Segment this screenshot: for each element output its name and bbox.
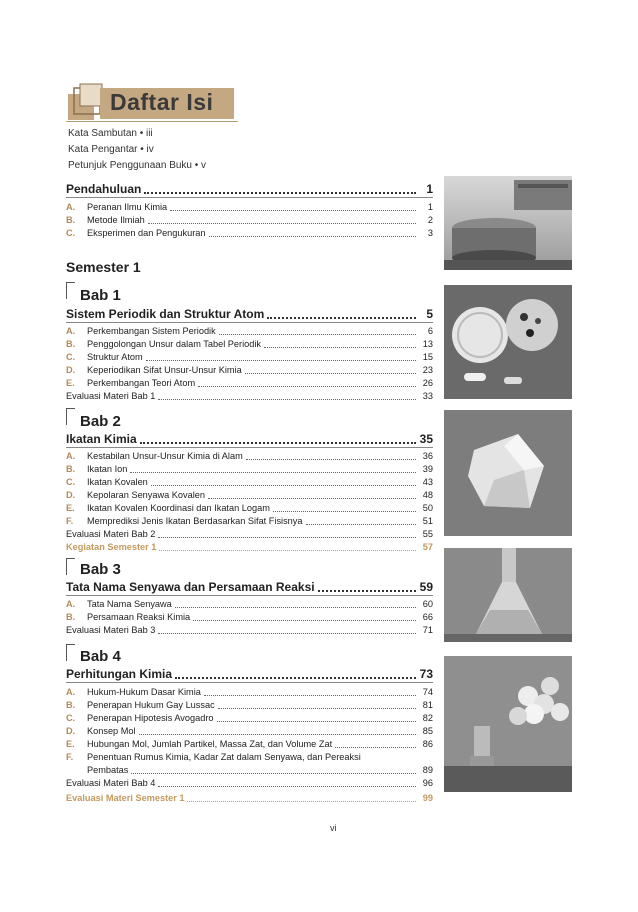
toc-item[interactable]: A. Hukum-Hukum Dasar Kimia 74 bbox=[66, 687, 433, 697]
bab-label: Bab 3 bbox=[80, 561, 121, 578]
toc-item[interactable]: D. Keperiodikan Sifat Unsur-Unsur Kimia 23 bbox=[66, 365, 433, 375]
bab-bracket bbox=[66, 408, 75, 425]
toc-item[interactable]: D. Kepolaran Senyawa Kovalen 48 bbox=[66, 490, 433, 500]
divider bbox=[66, 447, 433, 448]
toc-item[interactable]: A. Kestabilan Unsur-Unsur Kimia di Alam 36 bbox=[66, 451, 433, 461]
front-matter-item: Kata Sambutan • iii bbox=[68, 128, 153, 139]
toc-item[interactable]: B. Ikatan Ion 39 bbox=[66, 464, 433, 474]
toc-chapter-bab3[interactable]: Tata Nama Senyawa dan Persamaan Reaksi 59 bbox=[66, 580, 433, 594]
divider bbox=[66, 322, 433, 323]
toc-evaluasi[interactable]: Evaluasi Materi Bab 1 33 bbox=[66, 391, 433, 401]
toc-chapter-bab1[interactable]: Sistem Periodik dan Struktur Atom 5 bbox=[66, 307, 433, 321]
title-rule bbox=[66, 121, 238, 122]
photo-flask bbox=[444, 548, 572, 642]
toc-item[interactable]: B. Penggolongan Unsur dalam Tabel Periodik 13 bbox=[66, 339, 433, 349]
photo-salt-crystal bbox=[444, 410, 572, 536]
toc-evaluasi[interactable]: Evaluasi Materi Bab 3 71 bbox=[66, 625, 433, 635]
toc-item[interactable]: E. Hubungan Mol, Jumlah Partikel, Massa Zat, dan Volume Zat 86 bbox=[66, 739, 433, 749]
toc-item[interactable]: F. Memprediksi Jenis Ikatan Berdasarkan Sifat Fisisnya 51 bbox=[66, 516, 433, 526]
divider bbox=[66, 197, 433, 198]
bab-label: Bab 1 bbox=[80, 287, 121, 304]
toc-evaluasi[interactable]: Evaluasi Materi Bab 4 96 bbox=[66, 778, 433, 788]
photo-molecules bbox=[444, 656, 572, 792]
toc-item-line1[interactable]: F. Penentuan Rumus Kimia, Kadar Zat dalam Senyawa, dan Pereaksi bbox=[66, 752, 361, 762]
toc-item[interactable]: B. Penerapan Hukum Gay Lussac 81 bbox=[66, 700, 433, 710]
toc-item-line2[interactable]: Pembatas 89 bbox=[87, 765, 433, 775]
photo-tablets bbox=[444, 285, 572, 399]
toc-chapter-pendahuluan[interactable]: Pendahuluan 1 bbox=[66, 182, 433, 196]
toc-evaluasi[interactable]: Evaluasi Materi Bab 2 55 bbox=[66, 529, 433, 539]
toc-kegiatan-semester[interactable]: Kegiatan Semester 1 57 bbox=[66, 542, 433, 552]
toc-item[interactable]: E. Ikatan Kovalen Koordinasi dan Ikatan Logam 50 bbox=[66, 503, 433, 513]
toc-item[interactable]: A. Tata Nama Senyawa 60 bbox=[66, 599, 433, 609]
photo-industrial-tank bbox=[444, 176, 572, 270]
bab-bracket bbox=[66, 558, 75, 575]
toc-item[interactable]: C. Struktur Atom 15 bbox=[66, 352, 433, 362]
front-matter-item: Kata Pengantar • iv bbox=[68, 144, 154, 155]
toc-item[interactable]: B. Persamaan Reaksi Kimia 66 bbox=[66, 612, 433, 622]
toc-chapter-bab2[interactable]: Ikatan Kimia 35 bbox=[66, 432, 433, 446]
toc-item[interactable]: C. Eksperimen dan Pengukuran 3 bbox=[66, 228, 433, 238]
divider bbox=[66, 682, 433, 683]
toc-chapter-bab4[interactable]: Perhitungan Kimia 73 bbox=[66, 667, 433, 681]
toc-item[interactable]: B. Metode Ilmiah 2 bbox=[66, 215, 433, 225]
front-matter-item: Petunjuk Penggunaan Buku • v bbox=[68, 160, 207, 171]
toc-evaluasi-semester[interactable]: Evaluasi Materi Semester 1 99 bbox=[66, 793, 433, 803]
toc-item[interactable]: E. Perkembangan Teori Atom 26 bbox=[66, 378, 433, 388]
toc-item[interactable]: A. Perkembangan Sistem Periodik 6 bbox=[66, 326, 433, 336]
toc-item[interactable]: D. Konsep Mol 85 bbox=[66, 726, 433, 736]
page-number: vi bbox=[330, 823, 337, 833]
bab-label: Bab 4 bbox=[80, 648, 121, 665]
page-title: Daftar Isi bbox=[110, 89, 214, 115]
semester-heading: Semester 1 bbox=[66, 259, 141, 275]
toc-item[interactable]: A. Peranan Ilmu Kimia 1 bbox=[66, 202, 433, 212]
bab-bracket bbox=[66, 644, 75, 661]
toc-item[interactable]: C. Penerapan Hipotesis Avogadro 82 bbox=[66, 713, 433, 723]
divider bbox=[66, 595, 433, 596]
toc-item[interactable]: C. Ikatan Kovalen 43 bbox=[66, 477, 433, 487]
bab-bracket bbox=[66, 282, 75, 299]
bab-label: Bab 2 bbox=[80, 413, 121, 430]
